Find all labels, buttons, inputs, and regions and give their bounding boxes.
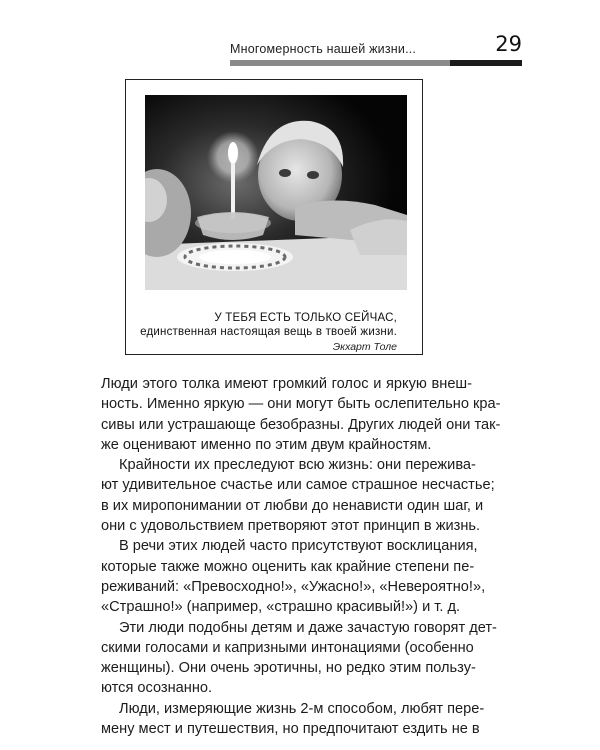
- epigraph-line-2: единственная настоящая вещь в твоей жизни.: [140, 326, 397, 338]
- epigraph-author: Экхарт Толе: [332, 341, 397, 353]
- text-line: Люди, измеряющие жизнь 2-м способом, любят пере-: [119, 700, 485, 717]
- text-line: же оценивают именно по этим двум крайностям.: [101, 436, 432, 453]
- text-line: Эти люди подобны детям и даже зачастую говорят дет-: [119, 619, 497, 636]
- page-number: 29: [495, 32, 522, 56]
- page-header: [230, 32, 522, 68]
- text-line: мену мест и путешествия, но предпочитают ездить не в: [101, 721, 480, 738]
- text-line: реживаний: «Превосходно!», «Ужасно!», «Невероятно!»,: [101, 578, 486, 595]
- epigraph-figure: [125, 79, 423, 355]
- child-candle-photo: [145, 95, 407, 290]
- body-text: [101, 374, 501, 739]
- epigraph-quote: [126, 311, 397, 339]
- text-line: «Страшно!» (например, «страшно красивый!») и т. д.: [101, 599, 461, 616]
- text-line: женщины). Они очень эротичны, но редко этим пользу-: [101, 660, 476, 677]
- text-line: ность. Именно яркую — они могут быть ослепительно кра-: [101, 396, 501, 413]
- epigraph-line-1: У ТЕБЯ ЕСТЬ ТОЛЬКО СЕЙЧАС,: [214, 312, 397, 324]
- photo-illustration: [145, 95, 407, 290]
- text-line: ются осознанно.: [101, 680, 213, 697]
- text-line: скими голосами и капризными интонациями (особенно: [101, 639, 474, 656]
- running-title: Многомерность нашей жизни...: [230, 42, 417, 56]
- header-rule-accent: [450, 60, 522, 66]
- text-line: В речи этих людей часто присутствуют восклицания,: [119, 538, 478, 555]
- text-line: они с удовольствием претворяют этот принцип в жизнь.: [101, 518, 481, 535]
- text-line: сивы или устрашающе безобразны. Других людей они так-: [101, 416, 501, 433]
- text-line: Крайности их преследуют всю жизнь: они пережива-: [119, 457, 476, 474]
- text-line: ют удивительное счастье или самое страшное несчастье;: [101, 477, 495, 494]
- text-line: Люди этого толка имеют громкий голос и яркую внеш-: [101, 376, 472, 392]
- text-line: которые также можно оценить как крайние степени пе-: [101, 558, 475, 575]
- text-line: в их миропонимании от любви до ненависти один шаг, и: [101, 497, 484, 514]
